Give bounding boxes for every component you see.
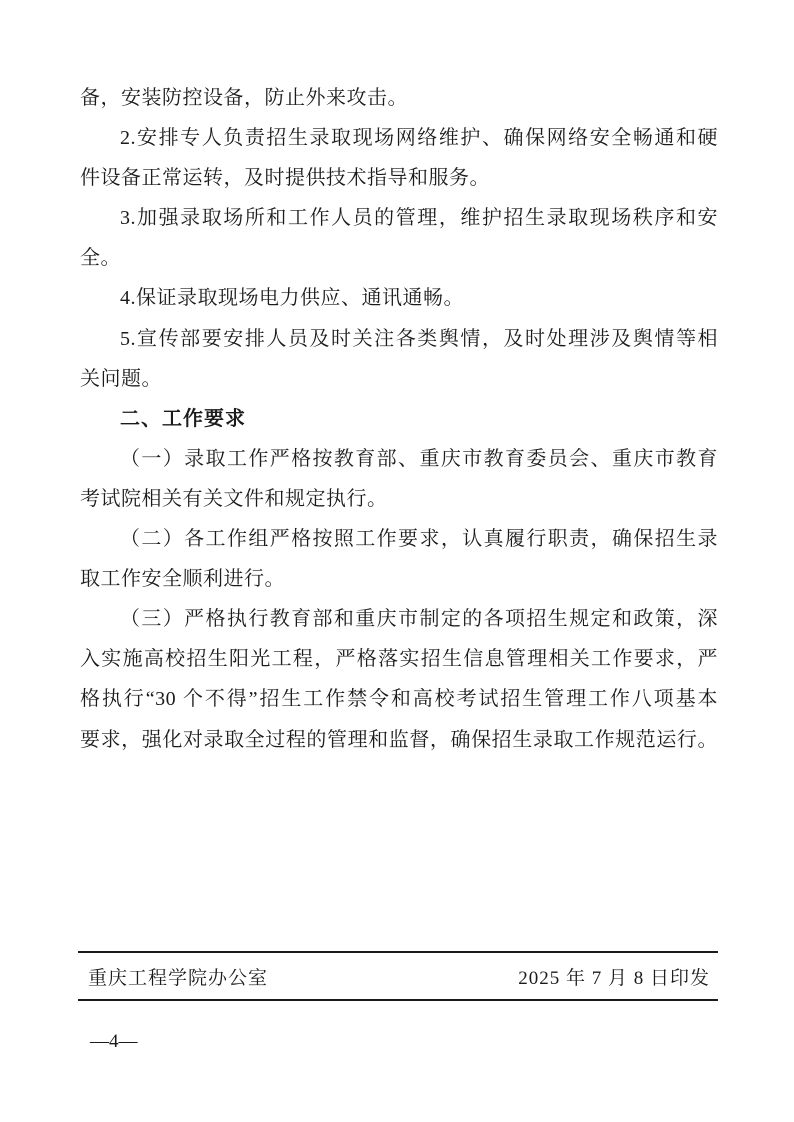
body-line: 入实施高校招生阳光工程，严格落实招生信息管理相关工作要求，严	[80, 648, 718, 671]
body-line: （三）严格执行教育部和重庆市制定的各项招生规定和政策，深	[120, 608, 718, 631]
document-body	[80, 78, 718, 760]
body-line: （二）各工作组严格按照工作要求，认真履行职责，确保招生录	[120, 528, 718, 551]
body-line: 全。	[80, 247, 121, 270]
body-line: 4.保证录取现场电力供应、通讯通畅。	[120, 287, 464, 310]
body-line: 2.安排专人负责招生录取现场网络维护、确保网络安全畅通和硬	[120, 127, 718, 150]
body-line: 关问题。	[80, 367, 162, 390]
body-line: 5.宣传部要安排人员及时关注各类舆情，及时处理涉及舆情等相	[120, 327, 718, 350]
body-line: 取工作安全顺利进行。	[80, 568, 285, 591]
document-footer	[78, 953, 718, 999]
body-line: 3.加强录取场所和工作人员的管理，维护招生录取现场秩序和安	[120, 207, 718, 230]
body-line: （一）录取工作严格按教育部、重庆市教育委员会、重庆市教育	[120, 447, 718, 470]
body-line: 要求，强化对录取全过程的管理和监督，确保招生录取工作规范运行。	[80, 728, 718, 751]
footer-print-date: 2025 年 7 月 8 日印发	[518, 967, 710, 989]
section-heading: 二、工作要求	[120, 407, 246, 430]
body-line: 考试院相关有关文件和规定执行。	[80, 487, 388, 510]
body-line: 件设备正常运转，及时提供技术指导和服务。	[80, 167, 490, 190]
body-line: 格执行“30 个不得”招生工作禁令和高校考试招生管理工作八项基本	[80, 688, 718, 711]
body-line: 备，安装防控设备，防止外来攻击。	[80, 87, 408, 109]
footer-issuer: 重庆工程学院办公室	[88, 967, 269, 989]
page-number: —4—	[90, 1031, 138, 1052]
footer-bottom-rule	[78, 999, 718, 1001]
